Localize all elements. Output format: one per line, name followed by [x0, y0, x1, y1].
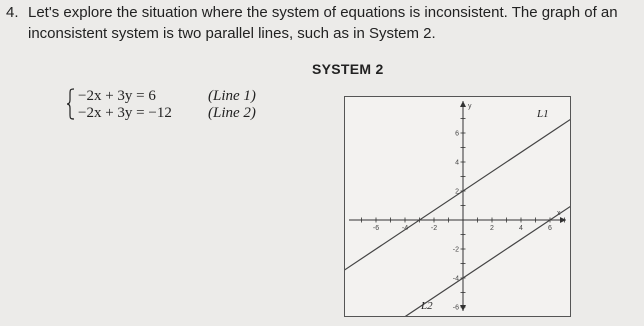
left-brace — [66, 88, 75, 120]
graph — [344, 96, 571, 317]
question-number: 4. — [6, 4, 19, 21]
y-axis-arrow-down — [460, 305, 466, 311]
equation-1-label: (Line 1) — [208, 88, 256, 104]
equation-line-2 — [78, 105, 256, 122]
x-tick-label: 6 — [548, 225, 552, 232]
x-axis-label: x — [557, 210, 561, 217]
x-tick-label: -4 — [401, 225, 409, 232]
equation-1: −2x + 3y = 6 — [78, 88, 156, 104]
question-line-1 — [6, 4, 618, 21]
equation-2: −2x + 3y = −12 — [78, 105, 172, 121]
system-title: SYSTEM 2 — [312, 61, 384, 77]
equation-line-1 — [78, 88, 256, 105]
y-tick-label: 4 — [455, 159, 459, 167]
x-tick-label: 2 — [490, 225, 494, 232]
y-axis-arrow — [460, 101, 466, 107]
y-tick-label: -4 — [452, 275, 459, 283]
equation-2-label: (Line 2) — [208, 105, 256, 121]
y-tick-label: -6 — [452, 304, 459, 312]
x-tick-label: -2 — [430, 225, 438, 232]
y-axis-label: y — [468, 103, 472, 110]
y-tick-label: 2 — [455, 188, 459, 196]
y-tick-label: -2 — [452, 246, 459, 254]
x-tick-label: -6 — [372, 225, 380, 232]
line-2-label: L2 — [421, 300, 433, 312]
question-text-1: Let's explore the situation where the system of equations is inconsistent. The graph of an — [28, 4, 618, 21]
graph-canvas — [345, 97, 570, 316]
x-tick-label: 4 — [519, 225, 523, 232]
line-1-label: L1 — [537, 108, 549, 120]
x-axis-arrow — [560, 217, 566, 223]
question-line-2: inconsistent system is two parallel lines, such as in System 2. — [28, 25, 436, 42]
y-tick-label: 6 — [455, 130, 459, 138]
